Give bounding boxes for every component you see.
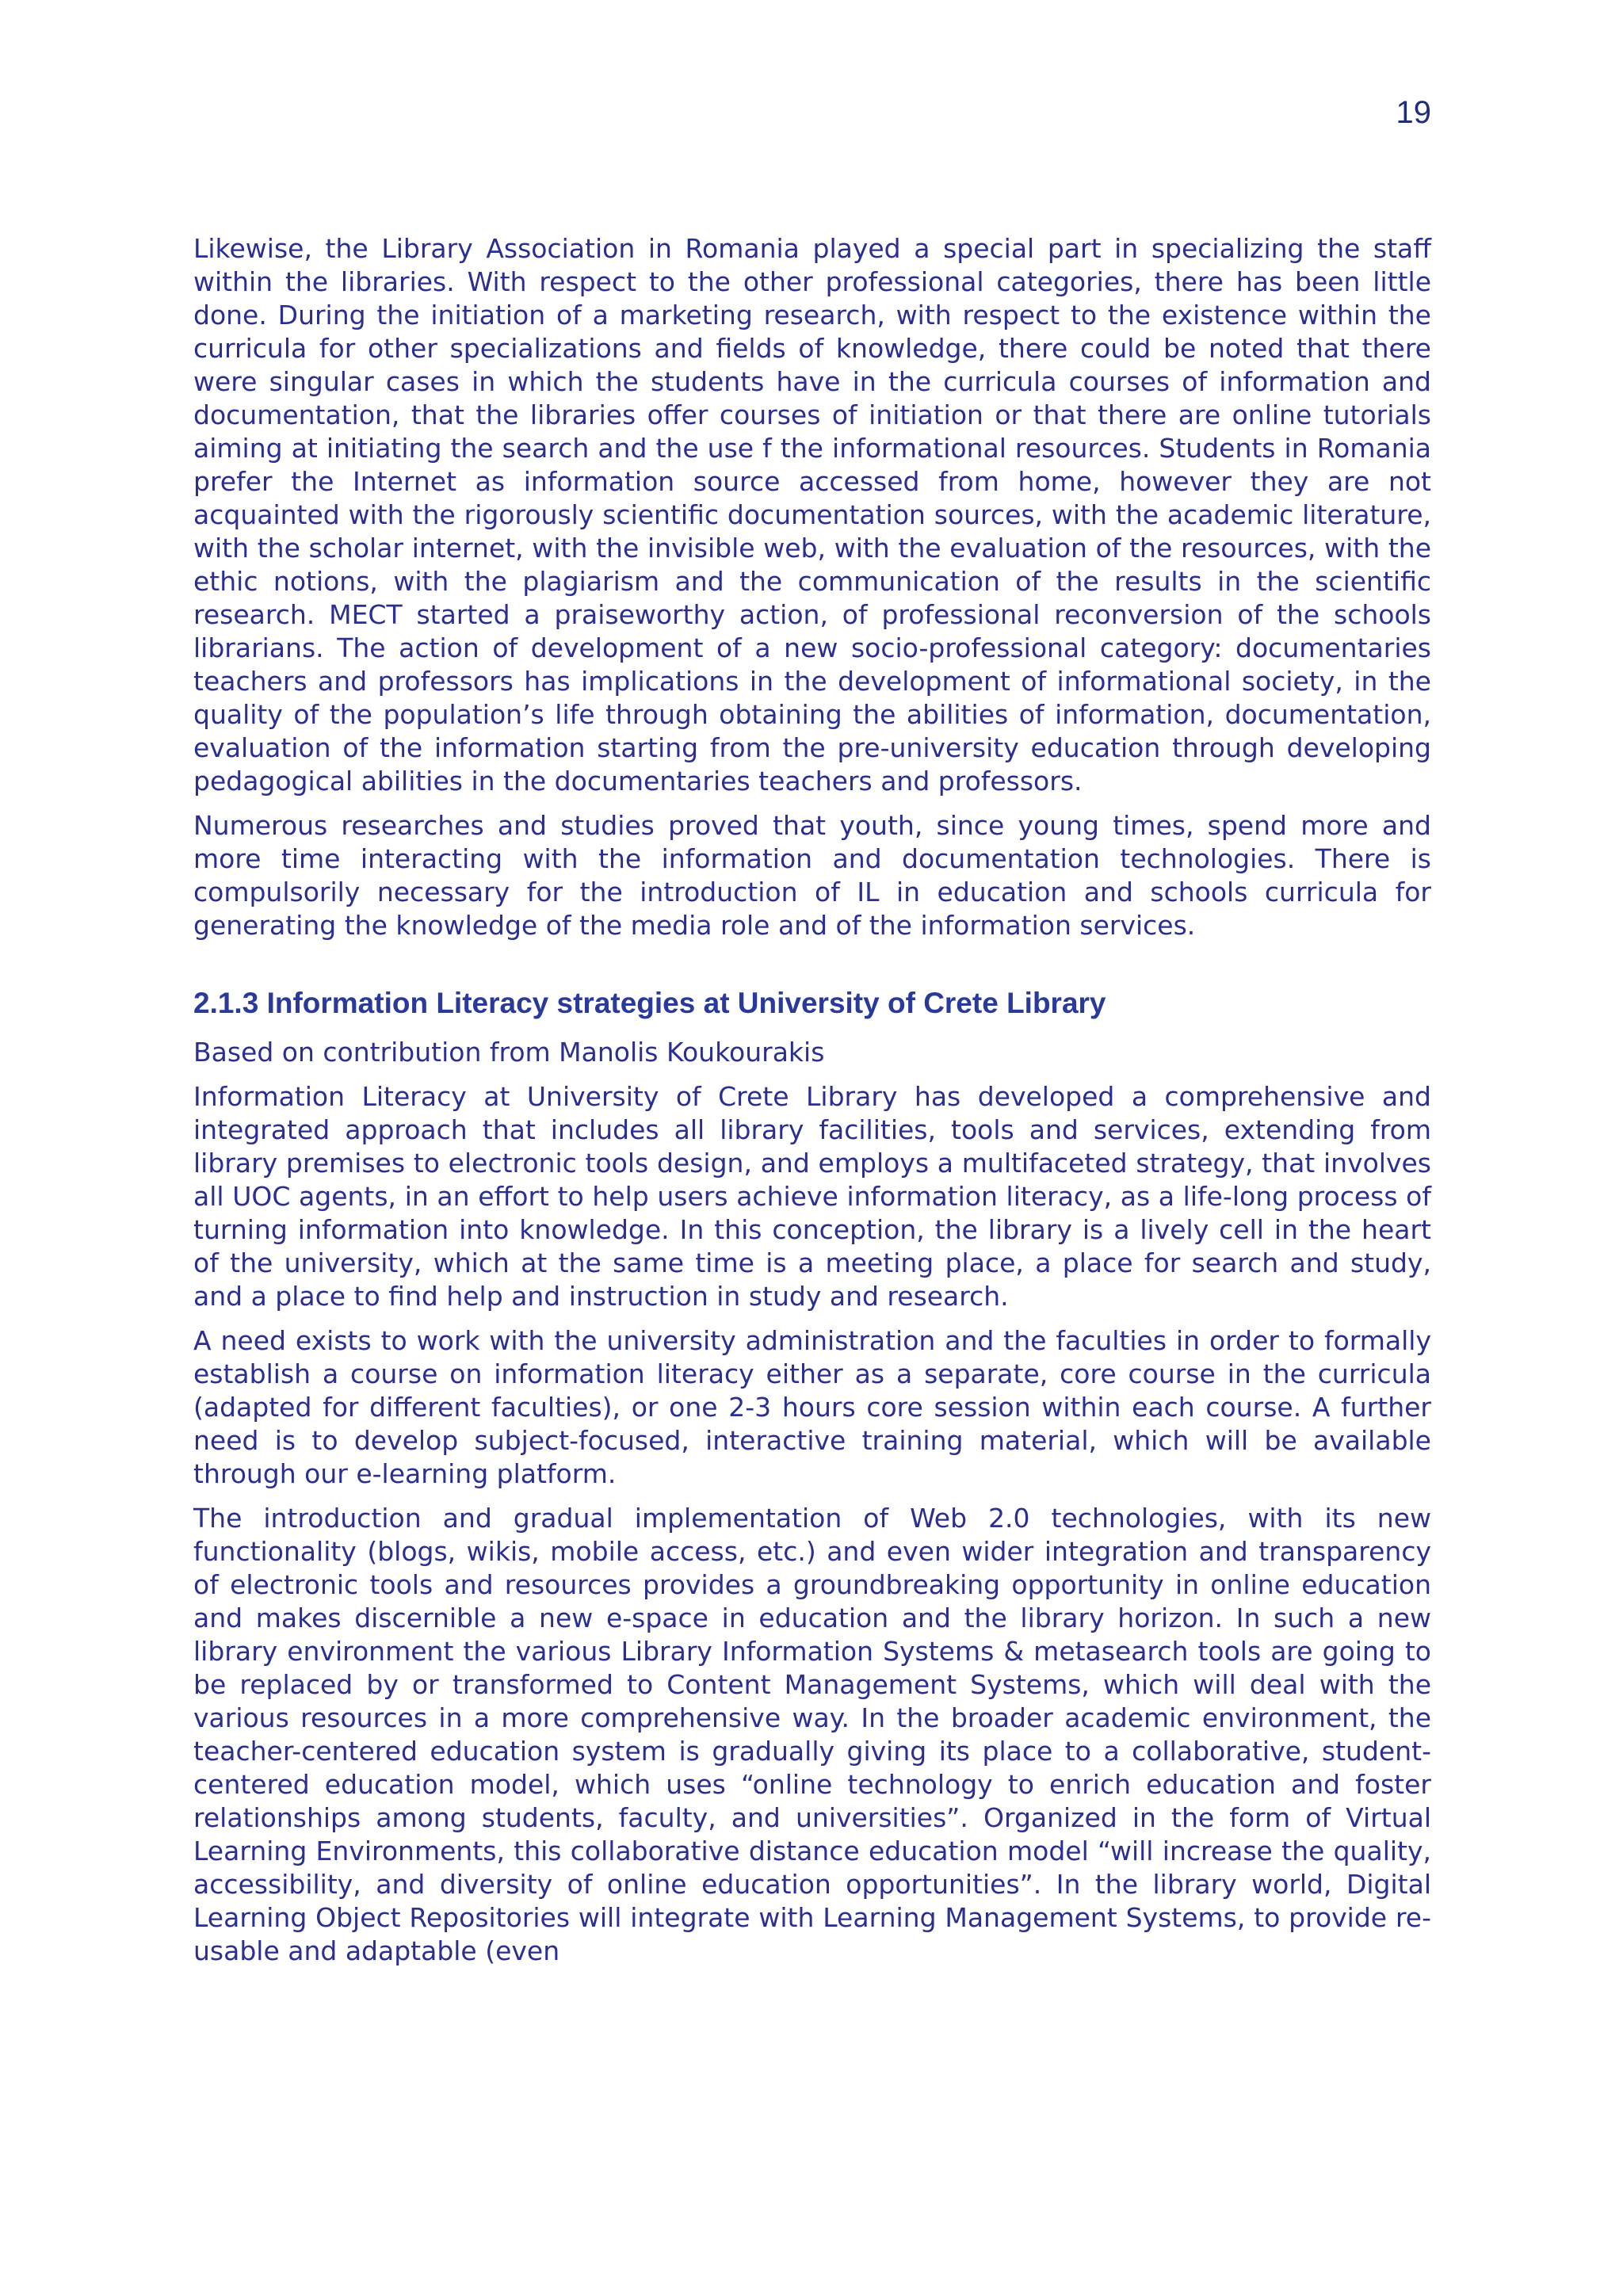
page-body [193, 232, 1431, 1979]
section-heading: 2.1.3 Information Literacy strategies at University of Crete Library [193, 987, 1106, 1019]
body-paragraph: Likewise, the Library Association in Romania played a special part in specializing the staff within the libraries. With respect to the other professional categories, there has been little done. During the initiation of a marketing research, with respect to the existence within the curricula for other specializations and fields of knowledge, there could be noted that there were singular cases in which the students have in the curricula courses of information and documentation, that the libraries offer courses of initiation or that there are online tutorials aiming at initiating the search and the use f the informational resources. Students in Romania prefer the Internet as information source accessed from home, however they are not acquainted with the rigorously scientific documentation sources, with the academic literature, with the scholar internet, with the invisible web, with the evaluation of the resources, with the ethic notions, with the plagiarism and the communication of the results in the scientific research. MECT started a praiseworthy action, of professional reconversion of the schools librarians. The action of development of a new socio-professional category: documentaries teachers and professors has implications in the development of informational society, in the quality of the population’s life through obtaining the abilities of information, documentation, evaluation of the information starting from the pre-university education through developing pedagogical abilities in the documentaries teachers and professors. [193, 233, 1431, 797]
body-paragraph: A need exists to work with the university administration and the faculties in order to formally establish a course on information literacy either as a separate, core course in the curricula (adapted for different faculties), or one 2-3 hours core session within each course. A further need is to develop subject-focused, interactive training material, which will be available through our e-learning platform. [193, 1325, 1431, 1489]
body-paragraph: The introduction and gradual implementation of Web 2.0 technologies, with its new functionality (blogs, wikis, mobile access, etc.) and even wider integration and transparency of electronic tools and resources provides a groundbreaking opportunity in online education and makes discernible a new e-space in education and the library horizon. In such a new library environment the various Library Information Systems & metasearch tools are going to be replaced by or transformed to Content Management Systems, which will deal with the various resources in a more comprehensive way. In the broader academic environment, the teacher-centered education system is gradually giving its place to a collaborative, student-centered education model, which uses “online technology to enrich education and foster relationships among students, faculty, and universities”. Organized in the form of Virtual Learning Environments, this collaborative distance education model “will increase the quality, accessibility, and diversity of online education opportunities”. In the library world, Digital Learning Object Repositories will integrate with Learning Management Systems, to provide re-usable and adaptable (even [193, 1503, 1431, 1966]
page-number: 19 [1396, 95, 1431, 130]
body-paragraph: Numerous researches and studies proved that youth, since young times, spend more and more time interacting with the information and documentation technologies. There is compulsorily necessary for the introduction of IL in education and schools curricula for generating the knowledge of the media role and of the information services. [193, 810, 1431, 941]
section-attribution: Based on contribution from Manolis Koukourakis [193, 1037, 825, 1068]
body-paragraph: Information Literacy at University of Crete Library has developed a comprehensive and integrated approach that includes all library facilities, tools and services, extending from library premises to electronic tools design, and employs a multifaceted strategy, that involves all UOC agents, in an effort to help users achieve information literacy, as a life-long process of turning information into knowledge. In this conception, the library is a lively cell in the heart of the university, which at the same time is a meeting place, a place for search and study, and a place to find help and instruction in study and research. [193, 1081, 1431, 1312]
